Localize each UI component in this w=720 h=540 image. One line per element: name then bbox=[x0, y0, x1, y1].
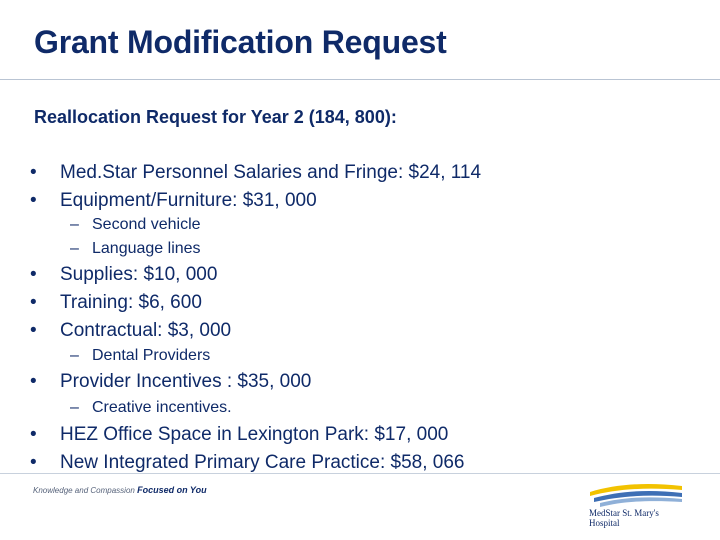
sub-bullet-item bbox=[70, 240, 201, 258]
tagline-prefix: Knowledge and Compassion bbox=[33, 486, 135, 495]
title-divider bbox=[0, 79, 720, 80]
bullet-text: Provider Incentives : $35, 000 bbox=[60, 371, 312, 392]
bullet-item bbox=[30, 452, 464, 474]
sub-bullet-mark: – bbox=[70, 347, 79, 364]
bullet-item bbox=[30, 371, 311, 393]
logo-wordmark bbox=[589, 508, 659, 528]
bullet-item bbox=[30, 190, 317, 212]
logo-wave-lightblue bbox=[600, 497, 682, 507]
tagline-focus: Focused on You bbox=[137, 485, 207, 495]
sub-bullet-item bbox=[70, 399, 232, 417]
bullet-text: Equipment/Furniture: $31, 000 bbox=[60, 190, 317, 211]
sub-bullet-text: Language lines bbox=[92, 240, 201, 257]
sub-bullet-mark: – bbox=[70, 240, 79, 257]
logo-line1: MedStar St. Mary's bbox=[589, 508, 659, 518]
bullet-text: Contractual: $3, 000 bbox=[60, 320, 232, 341]
bullet-mark: • bbox=[30, 264, 37, 285]
bullet-text: Supplies: $10, 000 bbox=[60, 264, 218, 285]
bullet-item bbox=[30, 292, 202, 314]
sub-bullet-text: Dental Providers bbox=[92, 347, 211, 364]
bullet-item bbox=[30, 424, 448, 446]
bullet-mark: • bbox=[30, 162, 37, 183]
bullet-mark: • bbox=[30, 292, 37, 313]
bullet-item bbox=[30, 162, 481, 184]
bullet-mark: • bbox=[30, 320, 37, 341]
sub-bullet-mark: – bbox=[70, 399, 79, 416]
bullet-text: New Integrated Primary Care Practice: $58, 066 bbox=[60, 452, 465, 473]
sub-bullet-item bbox=[70, 347, 210, 365]
bullet-text: Med.Star Personnel Salaries and Fringe: $24, 114 bbox=[60, 162, 482, 183]
bullet-item bbox=[30, 264, 217, 286]
sub-bullet-item bbox=[70, 216, 201, 234]
bullet-mark: • bbox=[30, 371, 37, 392]
bullet-mark: • bbox=[30, 452, 37, 473]
footer-tagline bbox=[33, 485, 207, 495]
slide-subtitle: Reallocation Request for Year 2 (184, 800): bbox=[34, 107, 397, 127]
sub-bullet-mark: – bbox=[70, 216, 79, 233]
sub-bullet-text: Creative incentives. bbox=[92, 399, 232, 416]
bullet-mark: • bbox=[30, 424, 37, 445]
sub-bullet-text: Second vehicle bbox=[92, 216, 201, 233]
bullet-text: Training: $6, 600 bbox=[60, 292, 202, 313]
bullet-mark: • bbox=[30, 190, 37, 211]
slide-title: Grant Modification Request bbox=[34, 24, 447, 60]
logo-line2: Hospital bbox=[589, 518, 620, 528]
bullet-text: HEZ Office Space in Lexington Park: $17, 000 bbox=[60, 424, 449, 445]
bullet-item bbox=[30, 320, 231, 342]
